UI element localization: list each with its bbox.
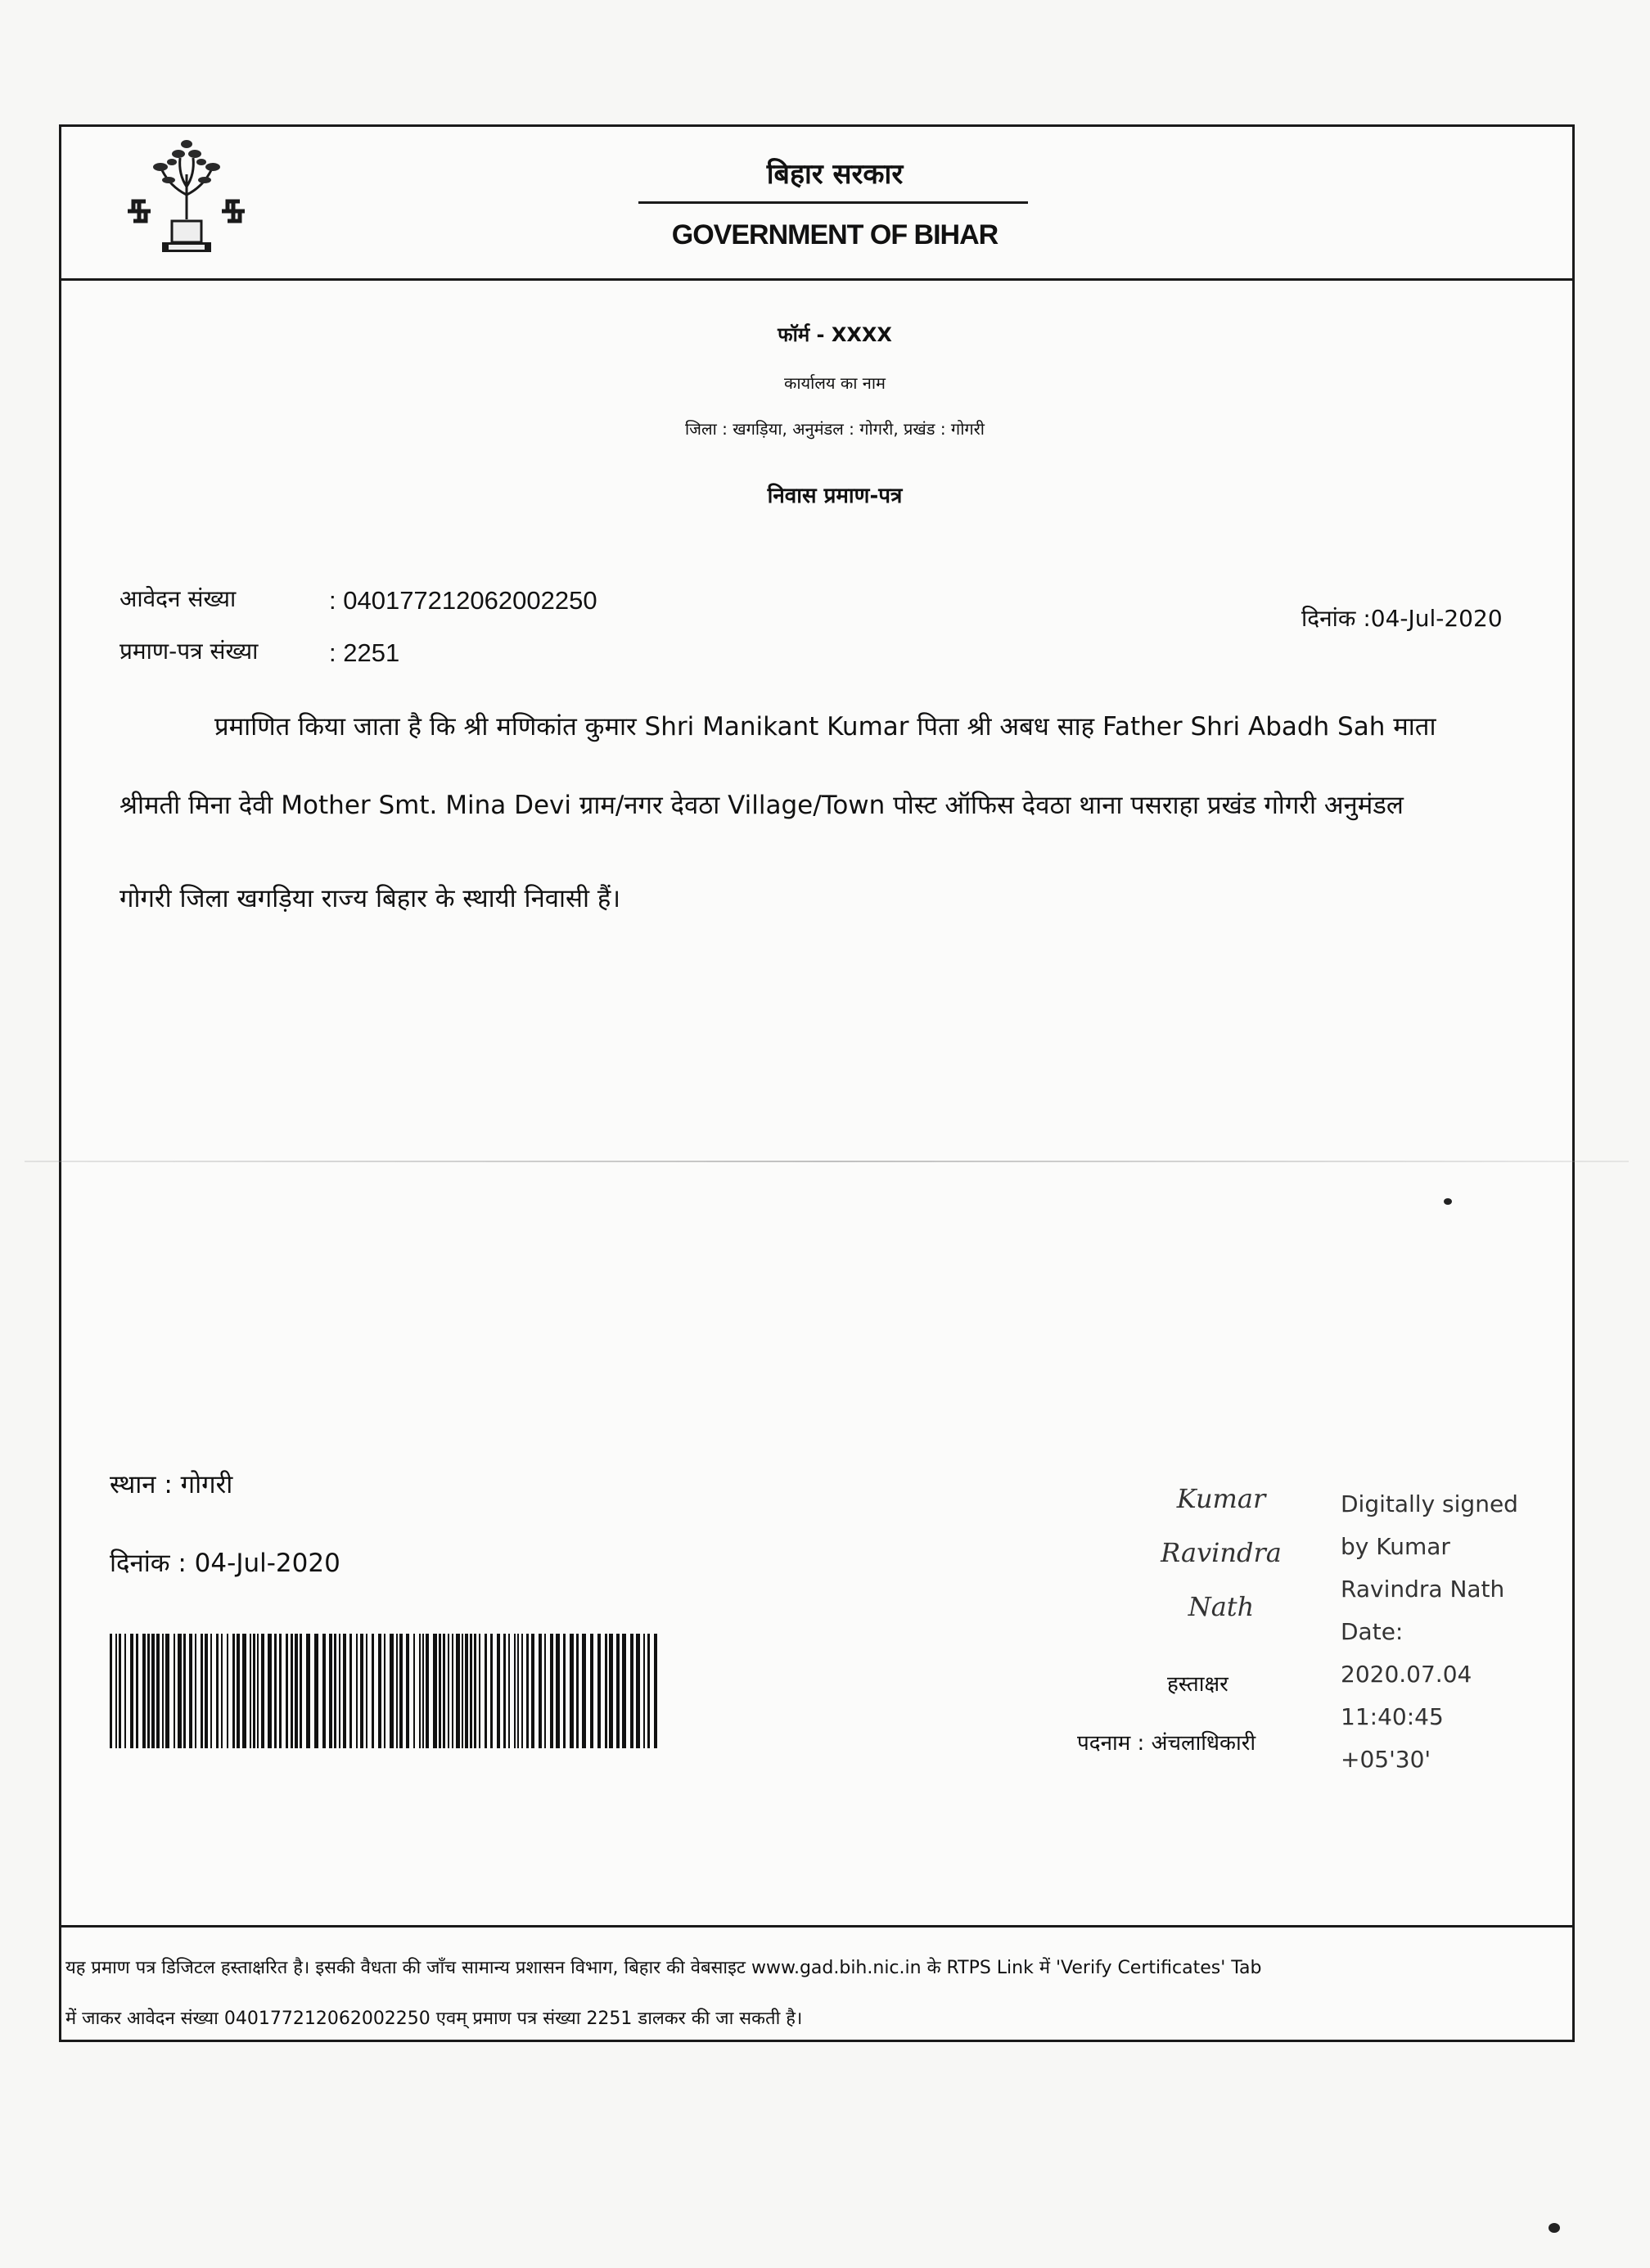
form-number: फॉर्म - XXXX [778,323,892,346]
barcode-bar [531,1634,534,1748]
barcode-bar [413,1634,415,1748]
barcode-bar [636,1634,640,1748]
barcode-bar [556,1634,560,1748]
scan-speck [1444,1198,1452,1205]
barcode-bar [503,1634,506,1748]
barcode-bar [462,1634,463,1748]
barcode-bar [616,1634,620,1748]
barcode-bar [216,1634,219,1748]
barcode-bar [360,1634,363,1748]
barcode-bar [349,1634,352,1748]
government-title-hindi: बिहार सरकार [766,158,904,191]
digital-signature-line: 11:40:45 [1341,1703,1444,1730]
barcode-bar [622,1634,626,1748]
barcode-bar [399,1634,403,1748]
digital-signature-line: +05'30' [1341,1746,1431,1773]
barcode-bar [372,1634,374,1748]
footer-divider [59,1925,1575,1928]
barcode-bar [115,1634,117,1748]
barcode-bar [300,1634,302,1748]
barcode-bar [329,1634,332,1748]
barcode-bar [136,1634,138,1748]
barcode-bar [162,1634,164,1748]
barcode-bar [156,1634,160,1748]
certificate-number-label: प्रमाण-पत्र संख्या [119,638,259,665]
certificate-title: निवास प्रमाण-पत्र [767,484,903,508]
barcode-bar [544,1634,546,1748]
certificate-body-line-3: गोगरी जिला खगड़िया राज्य बिहार के स्थायी निवासी हैं। [119,884,621,913]
barcode-bar [479,1634,480,1748]
digital-signature-line: Digitally signed [1341,1490,1518,1517]
barcode-bar [643,1634,645,1748]
barcode-bar [539,1634,542,1748]
barcode-bar [526,1634,529,1748]
verification-line-2: में जाकर आवेदन संख्या 040177212062002250 एवम् प्रमाण पत्र संख्या 2251 डालकर की जा सकती है। [65,2009,803,2029]
digital-signature-line: by Kumar [1341,1533,1450,1560]
barcode-bar [508,1634,510,1748]
scan-speck [1549,2223,1560,2233]
barcode-bar [609,1634,613,1748]
barcode-bar [227,1634,228,1748]
barcode-bar [151,1634,155,1748]
barcode-bar [221,1634,223,1748]
signature-name-line-3: Nath [1188,1591,1255,1622]
barcode-bar [422,1634,424,1748]
barcode-bar [576,1634,579,1748]
certificate-body-line-1: प्रमाणित किया जाता है कि श्री मणिकांत कुमार Shri Manikant Kumar पिता श्री अबध साह Father Shri Abadh Sah माता [214,712,1436,742]
barcode-bar [124,1634,126,1748]
barcode-bar [174,1634,175,1748]
barcode-bar [497,1634,500,1748]
barcode-bar [605,1634,607,1748]
office-name: कार्यालय का नाम [784,373,886,393]
barcode-bar [274,1634,277,1748]
digital-signature-block [1341,1483,1518,1781]
barcode-bar [630,1634,633,1748]
signature-name-line-2: Ravindra [1161,1537,1282,1568]
application-number-label: आवेदन संख्या [119,585,237,612]
barcode-bar [334,1634,336,1748]
barcode-bar [306,1634,310,1748]
title-underline [638,201,1028,204]
issue-date-bottom: दिनांक : 04-Jul-2020 [110,1549,340,1578]
barcode-bar [189,1634,192,1748]
signature-name-line-1: Kumar [1176,1483,1266,1514]
barcode-bar [426,1634,429,1748]
barcode [110,1634,658,1748]
barcode-bar [563,1634,566,1748]
barcode-bar [378,1634,381,1748]
place-of-issue: स्थान : गोगरी [110,1470,233,1499]
barcode-bar [242,1634,246,1748]
barcode-bar [485,1634,487,1748]
barcode-bar [250,1634,251,1748]
designation: पदनाम : अंचलाधिकारी [1077,1731,1256,1756]
barcode-bar [268,1634,272,1748]
digital-signature-line: Ravindra Nath [1341,1576,1505,1603]
issue-date-top: दिनांक :04-Jul-2020 [1301,605,1503,632]
barcode-bar [130,1634,133,1748]
paper-fold-mark [25,1161,1629,1162]
barcode-bar [286,1634,288,1748]
verification-line-1: यह प्रमाण पत्र डिजिटल हस्ताक्षरित है। इसकी वैधता की जाँच सामान्य प्रशासन विभाग, बिहार की वेबसाइट www.gad.bih.nic.in के RTPS Link में 'Verify Certificates' Tab [65,1958,1262,1978]
barcode-bar [165,1634,169,1748]
certificate-body-line-2: श्रीमती मिना देवी Mother Smt. Mina Devi ग्राम/नगर देवठा Village/Town पोस्ट ऑफिस देवठा थाना पसराहा प्रखंड गोगरी अनुमंडल [119,791,1404,820]
barcode-bar [356,1634,358,1748]
barcode-bar [366,1634,367,1748]
barcode-bar [490,1634,493,1748]
certificate-number-value: : 2251 [329,638,400,667]
barcode-bar [590,1634,593,1748]
barcode-bar [210,1634,212,1748]
barcode-bar [322,1634,326,1748]
barcode-bar [419,1634,421,1748]
barcode-bar [237,1634,240,1748]
barcode-bar [195,1634,196,1748]
barcode-bar [452,1634,453,1748]
barcode-bar [582,1634,586,1748]
barcode-bar [291,1634,293,1748]
bihar-emblem-icon [121,129,252,260]
application-number-value: : 040177212062002250 [329,586,597,615]
barcode-bar [570,1634,574,1748]
barcode-bar [279,1634,282,1748]
barcode-bar [597,1634,601,1748]
barcode-bar [517,1634,519,1748]
signature-label: हस्ताक्षर [1167,1672,1228,1697]
barcode-bar [514,1634,516,1748]
barcode-bar [119,1634,121,1748]
barcode-bar [654,1634,657,1748]
barcode-bar [183,1634,186,1748]
barcode-bar [261,1634,264,1748]
barcode-bar [314,1634,318,1748]
barcode-bar [178,1634,182,1748]
barcode-bar [147,1634,150,1748]
barcode-bar [550,1634,553,1748]
barcode-bar [474,1634,476,1748]
barcode-bar [201,1634,203,1748]
barcode-bar [448,1634,449,1748]
header-divider [59,278,1575,281]
barcode-bar [232,1634,235,1748]
barcode-bar [465,1634,468,1748]
barcode-bar [647,1634,650,1748]
digital-signature-line: 2020.07.04 [1341,1661,1472,1688]
barcode-bar [406,1634,409,1748]
barcode-bar [470,1634,472,1748]
barcode-bar [521,1634,523,1748]
digital-signature-line: Date: [1341,1618,1404,1645]
barcode-bar [433,1634,437,1748]
barcode-bar [343,1634,346,1748]
barcode-bar [439,1634,441,1748]
district-line: जिला : खगड़िया, अनुमंडल : गोगरी, प्रखंड : गोगरी [685,419,985,439]
barcode-bar [384,1634,385,1748]
barcode-bar [339,1634,340,1748]
barcode-bar [205,1634,208,1748]
barcode-bar [443,1634,445,1748]
barcode-bar [110,1634,112,1748]
barcode-bar [396,1634,398,1748]
barcode-bar [295,1634,298,1748]
barcode-bar [456,1634,460,1748]
government-title-english: GOVERNMENT OF BIHAR [671,219,999,250]
barcode-bar [257,1634,259,1748]
barcode-bar [142,1634,146,1748]
barcode-bar [390,1634,394,1748]
barcode-bar [253,1634,255,1748]
